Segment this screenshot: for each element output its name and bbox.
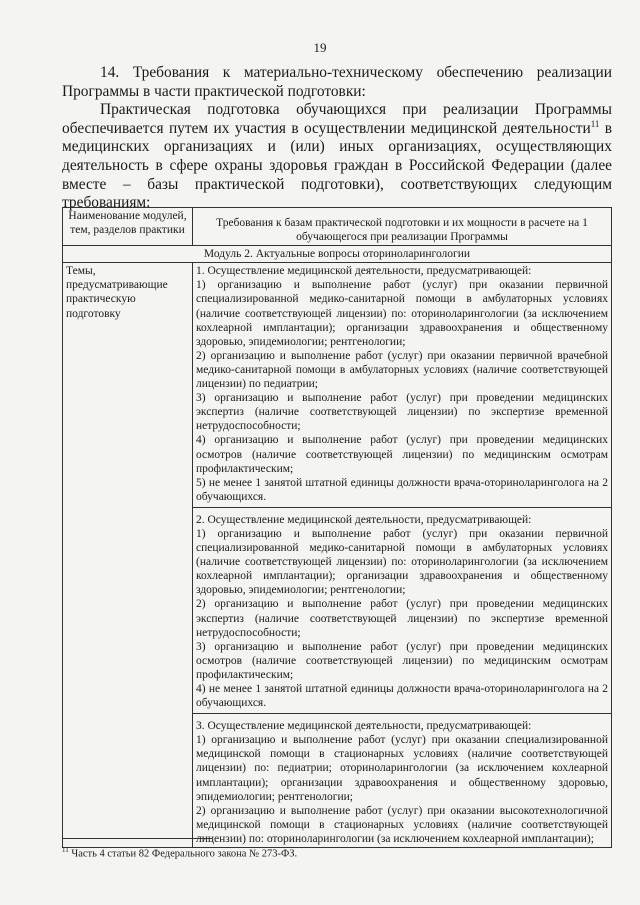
block-line: 2) организацию и выполнение работ (услуг) при оказании высокотехнологичной медицинской помощи в стационарных условиях (наличие соответствующей лицензии) по: оториноларингологии (за исключением кохлеарной имплантации); [196, 804, 608, 845]
requirement-block-2 [193, 507, 611, 710]
page-number: 19 [313, 40, 327, 55]
footnote-ref: 11 [590, 118, 600, 129]
footnote-mark: 11 [62, 846, 69, 854]
header-col-modules: Наименование модулей, тем, разделов практики [63, 208, 193, 246]
intro-paragraph-main: Практическая подготовка обучающихся при реализации Программы обеспечивается путем их участия в осуществлении медицинской деятельности [62, 101, 612, 137]
requirement-block-3 [193, 713, 611, 846]
block-line: 1. Осуществление медицинской деятельности, предусматривающей: [196, 265, 532, 278]
requirement-block-1 [196, 264, 608, 504]
module-title: Модуль 2. Актуальные вопросы оториноларингологии [63, 246, 612, 263]
block-line: 1) организацию и выполнение работ (услуг) при оказании первичной специализированной медико-санитарной помощи в амбулаторных условиях (наличие соответствующей лицензии) по: оториноларингологии (за исключением кохлеарной имплантации); организации здравоохранения и общественному здоровью, эпидемиологии; рентгенологии; [196, 279, 608, 348]
requirements-table [62, 207, 612, 848]
block-line: 3. Осуществление медицинской деятельности, предусматривающей: [196, 720, 532, 733]
block-line: 4) не менее 1 занятой штатной единицы должности врача-оториноларинголога на 2 обучающихся. [196, 683, 608, 710]
footnote-text: Часть 4 статьи 82 Федерального закона № 273-ФЗ. [68, 848, 298, 860]
header-col-requirements: Требования к базам практической подготовки и их мощности в расчете на 1 обучающегося при реализации Программы [193, 208, 612, 246]
intro-paragraph-tail: в медицинских организациях и (или) иных организациях, осуществляющих деятельность в сфере охраны здоровья граждан в Российской Федерации (далее вместе – базы практической подготовки), соответствующих следующим требованиям: [62, 119, 612, 212]
topics-row [63, 263, 612, 848]
block-line: 1) организацию и выполнение работ (услуг) при оказании специализированной медицинской помощи в стационарных условиях (наличие соответствующей лицензии) по: педиатрии; оториноларингологии (за исключением кохлеарной имплантации); организации здравоохранения и общественному здоровью, эпидемиологии; рентгенологии; [196, 734, 608, 803]
table-header-row [63, 208, 612, 246]
section-heading: 14. Требования к материально-техническому обеспечению реализации Программы в части практической подготовки: [62, 64, 612, 100]
block-line: 2) организацию и выполнение работ (услуг) при проведении медицинских экспертиз (наличие соответствующей лицензии) по экспертизе временной нетрудоспособности; [196, 598, 608, 639]
intro-section [62, 64, 612, 213]
requirements-cell [193, 263, 612, 848]
footnote [62, 846, 297, 860]
block-line: 1) организацию и выполнение работ (услуг) при оказании первичной специализированной медико-санитарной помощи в амбулаторных условиях (наличие соответствующей лицензии) по: оториноларингологии (за исключением кохлеарной имплантации); организации здравоохранения и общественному здоровью, эпидемиологии; рентгенологии; [196, 527, 608, 597]
block-line: 4) организацию и выполнение работ (услуг) при проведении медицинских осмотров (наличие соответствующей лицензии) по медицинским осмотрам профилактическим; [196, 434, 608, 475]
intro-paragraph [62, 101, 612, 213]
footnote-divider [62, 838, 212, 839]
block-line: 3) организацию и выполнение работ (услуг) при проведении медицинских осмотров (наличие соответствующей лицензии) по медицинским осмотрам профилактическим; [196, 640, 608, 681]
block-line: 2. Осуществление медицинской деятельности, предусматривающей: [196, 513, 532, 526]
module-row [63, 246, 612, 263]
block-line: 2) организацию и выполнение работ (услуг) при оказании первичной врачебной медико-санитарной помощи в амбулаторных условиях (наличие соответствующей лицензии) по педиатрии; [196, 349, 608, 391]
block-line: 5) не менее 1 занятой штатной единицы должности врача-оториноларинголога на 2 обучающихся. [196, 476, 608, 503]
block-line: 3) организацию и выполнение работ (услуг) при проведении медицинских экспертиз (наличие соответствующей лицензии) по экспертизе временной нетрудоспособности; [196, 392, 608, 433]
row-label: Темы, предусматривающие практическую подготовку [63, 263, 193, 848]
